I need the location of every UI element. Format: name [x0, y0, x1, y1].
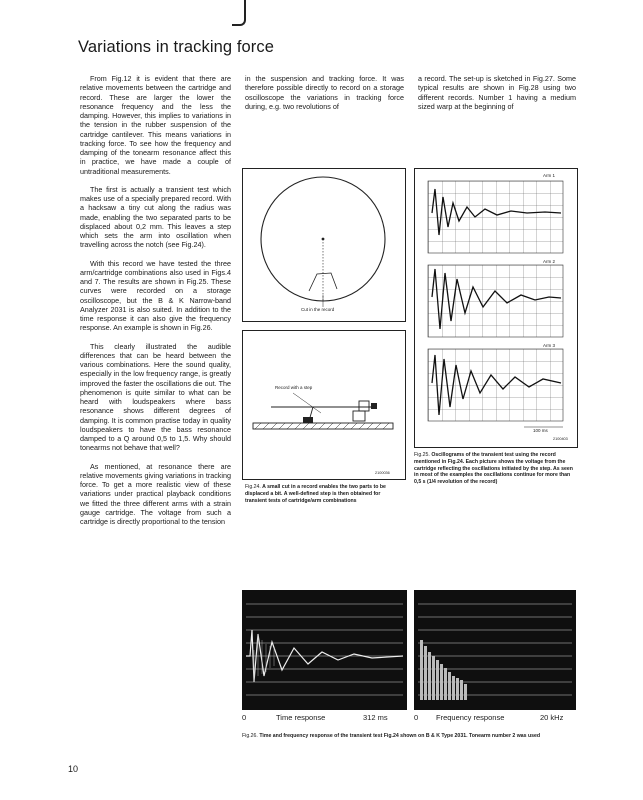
- fig26-caption: [242, 733, 577, 740]
- arm1-label: Arm 1: [543, 173, 556, 178]
- freq-axis-end: 20 kHz: [540, 713, 564, 722]
- text-column-3: [418, 74, 576, 120]
- frequency-response-trace: [414, 590, 576, 710]
- record-disc-illustration: [243, 169, 405, 321]
- tonearm-step-illustration: [243, 331, 405, 479]
- fig26-frequency-response-screen: [414, 590, 576, 710]
- page-number: 10: [68, 764, 79, 774]
- paragraph: From Fig.12 it is evident that there are relative movements between the cartridge and record. These are larger the lower the resonance frequency and the less the damping. However, this implies to variations in the tension in the rubber suspension of the cartridge cantilever. This means variations in tracking force. To see how the frequency and damping of the tonearm resonance affect this in practice, we have made a couple of untraditional measurements.: [80, 74, 231, 176]
- caption-label: Fig.26.: [242, 733, 258, 739]
- paragraph: This clearly illustrated the audible differences that can be heard between the various combinations. Here the sound quality, especially in the low frequency range, is greatly improved the faster the oscillations die out. The phenomenon is quite similar to what can be heard with loudspeakers where bass resonance shows different degrees of damping. It is common practise today in quality loudspeakers to have the bass resonance damped to a Q around 0,5 to 1,5. Why should tonearms not behave that well?: [80, 341, 231, 453]
- arm3-label: Arm 3: [543, 343, 556, 348]
- fig24-record-diagram: [242, 168, 406, 322]
- step-label: Record with a step: [275, 385, 313, 390]
- time-axis-end: 312 ms: [363, 713, 388, 722]
- paragraph: in the suspension and tracking force. It was therefore possible directly to record on a storage oscilloscope the variations in tracking force during, e.g. two revolutions of: [245, 74, 404, 111]
- time-axis-label: Time response: [276, 713, 326, 722]
- time-response-trace: [242, 590, 407, 710]
- caption-text: A small cut in a record enables the two parts to be displaced a bit. A well-defined step is then obtained for transient tests of cartridge/arm combinations: [245, 484, 386, 504]
- caption-text: Time and frequency response of the transient test Fig.24 shown on B & K Type 2031. Tonearm number 2 was used: [259, 733, 541, 739]
- time-scale-label: 100 ms: [533, 428, 548, 433]
- paragraph: With this record we have tested the three arm/cartridge combinations also used in Figs.4 and 7. The results are shown in Fig.25. These curves were recorded on a storage oscilloscope, but the B & K Narrow-band Analyzer 2031 is also suited. In addition to the time response it can also give the frequency response. An example is shown in Fig.26.: [80, 258, 231, 333]
- paragraph: The first is actually a transient test which makes use of a specially prepared record. With a hacksaw a tiny cut along the radius was made, enabling the two separated parts to be displaced about 0,2 mm. This leaves a step which sets the arm into oscillation when travelling across the notch (see Fig.24).: [80, 184, 231, 250]
- fig24-caption: [245, 484, 395, 504]
- caption-label: Fig.25.: [414, 452, 430, 458]
- caption-text: Oscillograms of the transient test using the record mentioned in Fig.24. Each picture shows the voltage from the cartridge reflecting the oscillations initiated by the step. As seen in most of the examples the oscillations continue for more than 0,5 s (1/4 revolution of the record): [414, 452, 573, 486]
- freq-axis-start: 0: [414, 713, 419, 722]
- paragraph: As mentioned, at resonance there are relative movements giving variations in tracking force. To get a more realistic view of these variations under practical playback conditions we fitted the three different arms with a strain gauge cartridge. The voltage from such a cartridge is directly proportional to the tension: [80, 461, 231, 526]
- fig25-oscillograms: [414, 168, 578, 448]
- freq-axis-label: Frequency response: [436, 713, 505, 722]
- caption-label: Fig.24.: [245, 484, 261, 490]
- time-axis-start: 0: [242, 713, 247, 722]
- arm2-label: Arm 2: [543, 259, 556, 264]
- fig26-time-response-screen: [242, 590, 407, 710]
- figure-code: 2100403: [553, 437, 568, 441]
- paragraph: a record. The set-up is sketched in Fig.27. Some typical results are shown in Fig.28 using two different records. Number 1 having a medium sized warp at the beginning of: [418, 74, 576, 111]
- oscillogram-traces: [415, 169, 577, 447]
- fig24-step-diagram: [242, 330, 406, 480]
- text-column-2: [245, 74, 404, 120]
- section-title: Variations in tracking force: [78, 38, 274, 56]
- cut-label: Cut in the record: [301, 307, 335, 312]
- fig25-caption: [414, 452, 574, 486]
- text-column-1: [80, 74, 231, 535]
- binder-clip-mark: [232, 0, 246, 26]
- figure-code: 2100036: [375, 471, 390, 475]
